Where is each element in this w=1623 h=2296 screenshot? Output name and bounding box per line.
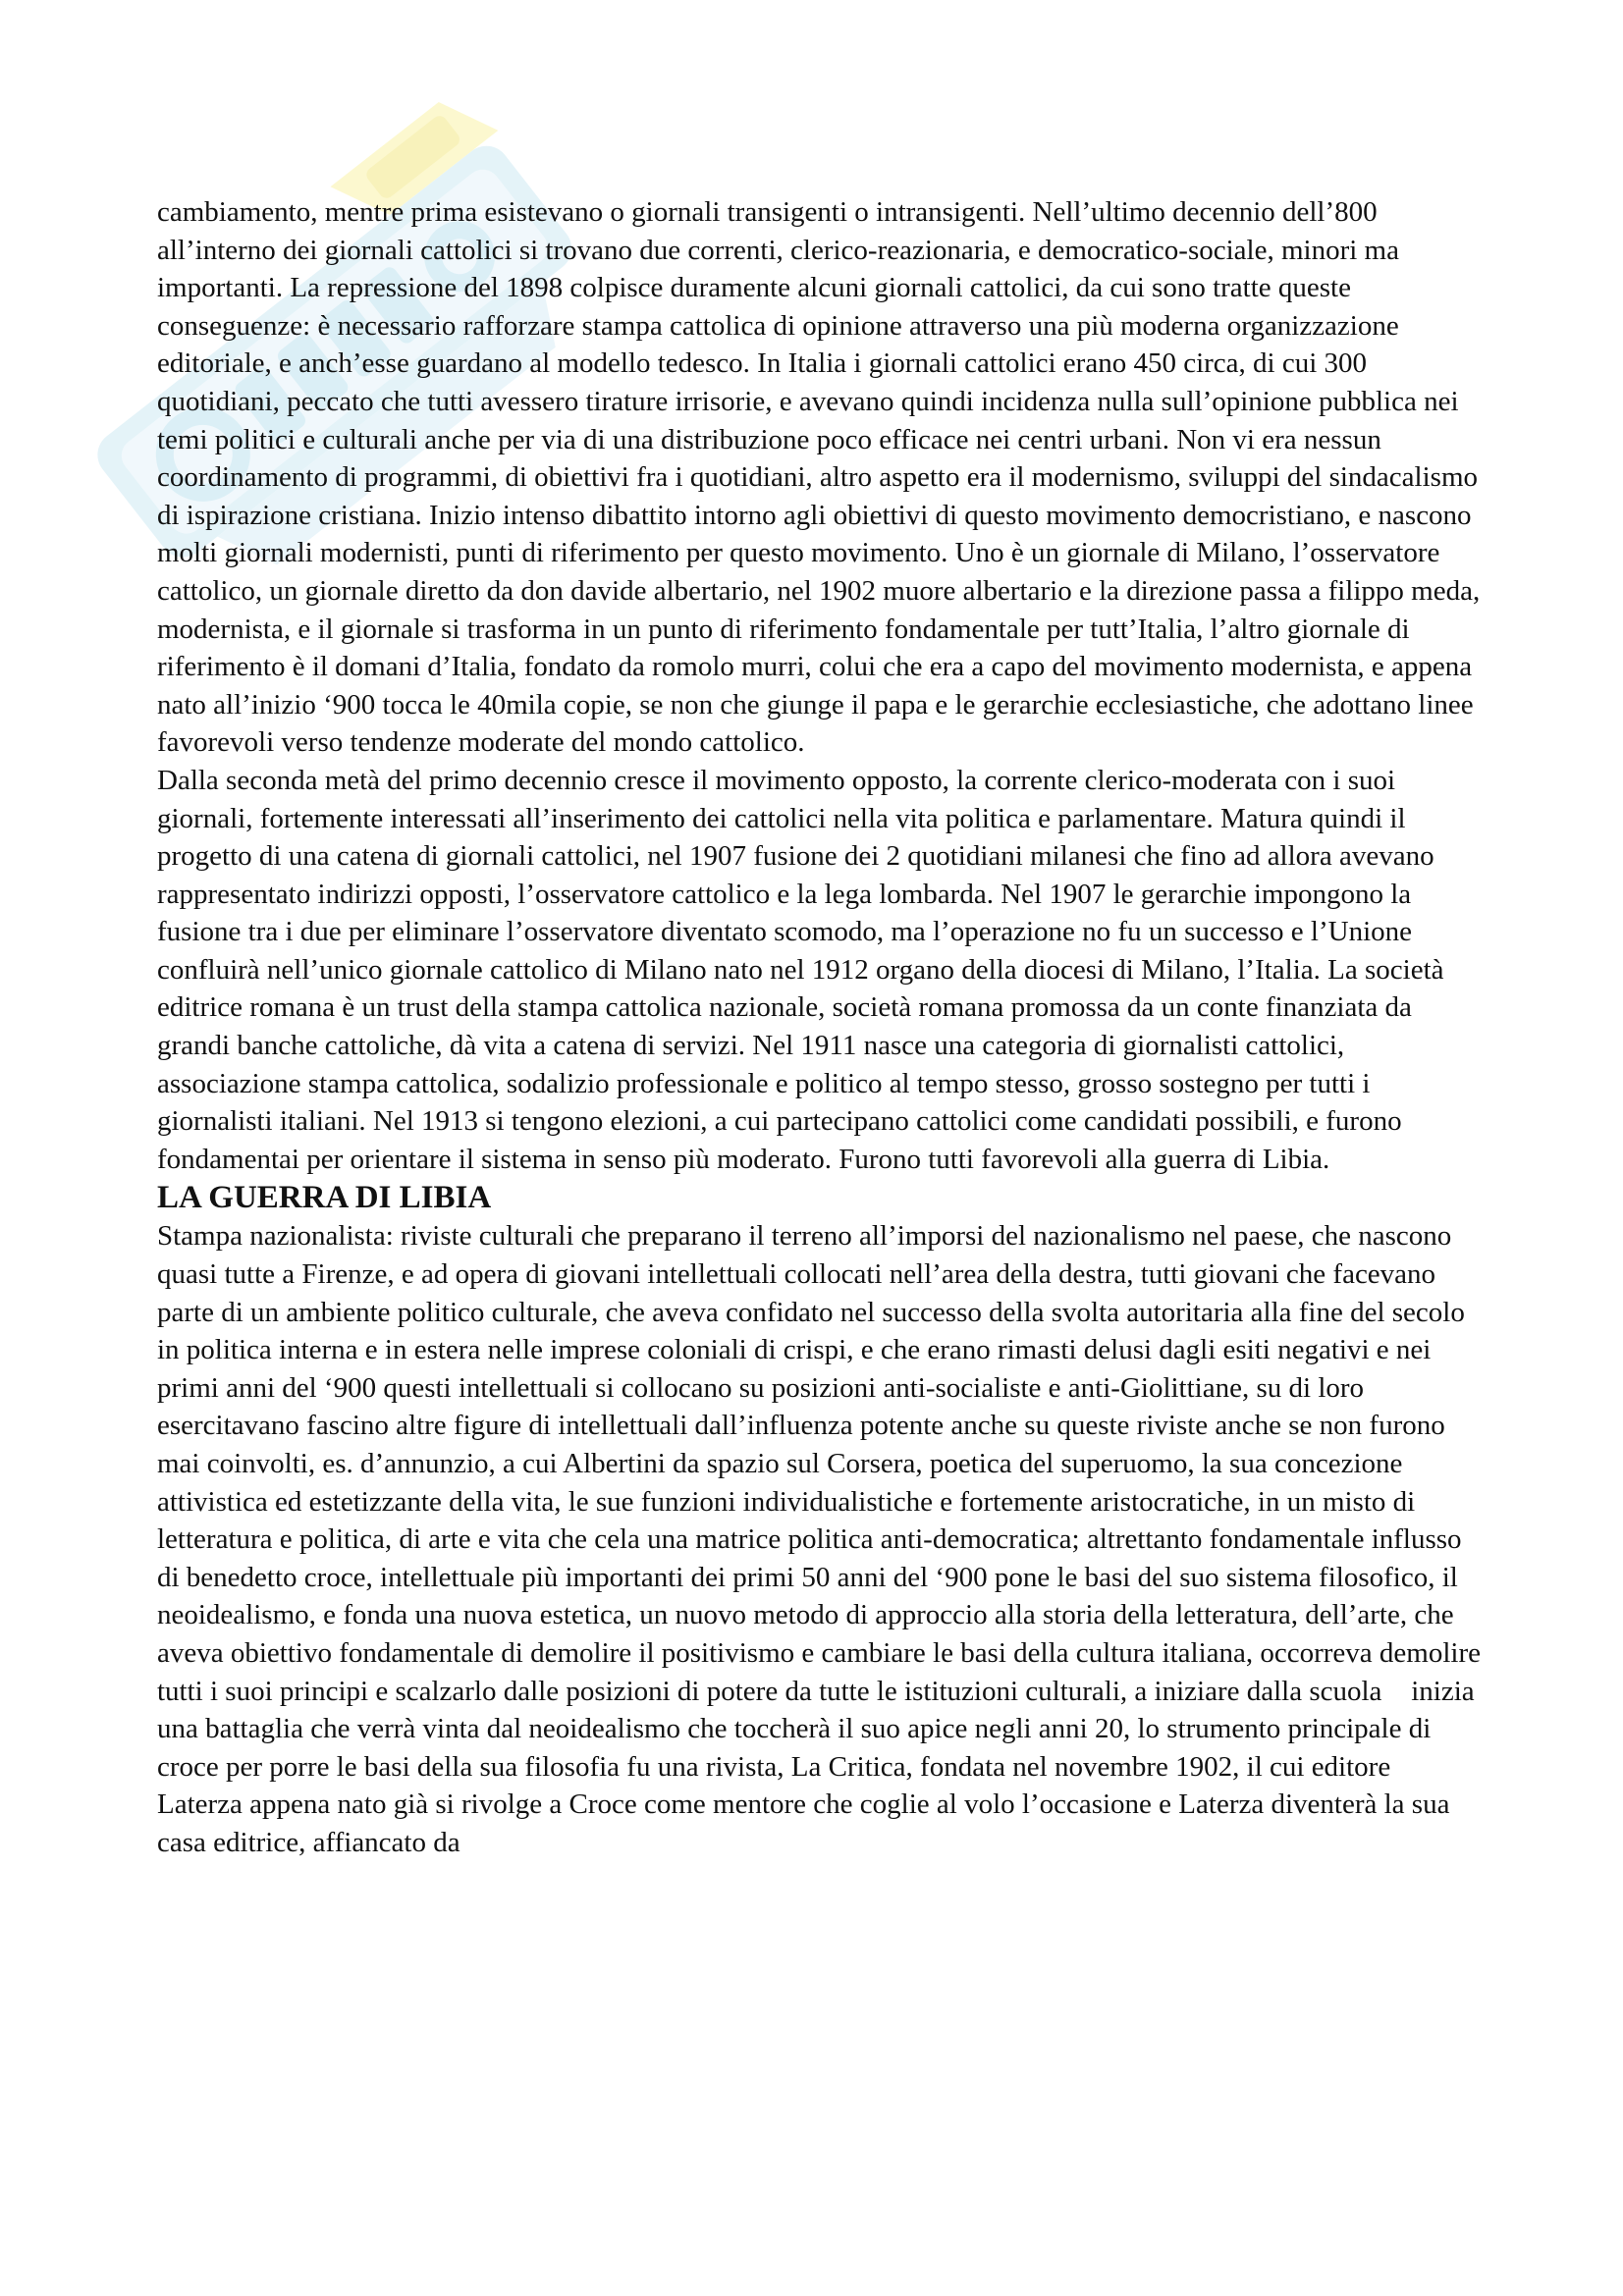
- paragraph-catholic-press: cambiamento, mentre prima esistevano o giornali transigenti o intransigenti. Nell’ultimo decennio dell’800 all’interno dei giornali cattolici si trovano due correnti, clerico-reazionaria, e democratico-sociale, minori ma importanti. La repressione del 1898 colpisce duramente alcuni giornali cattolici, da cui sono tratte queste conseguenze: è necessario rafforzare stampa cattolica di opinione attraverso una più moderna organizzazione editoriale, e anch’esse guardano al modello tedesco. In Italia i giornali cattolici erano 450 circa, di cui 300 quotidiani, peccato che tutti avessero tirature irrisorie, e avevano quindi incidenza nulla sull’opinione pubblica nei temi politici e culturali anche per via di una distribuzione poco efficace nei centri urbani. Non vi era nessun coordinamento di programmi, di obiettivi fra i quotidiani, altro aspetto era il modernismo, sviluppi del sindacalismo di ispirazione cristiana. Inizio intenso dibattito intorno agli obiettivi di questo movimento democristiano, e nascono molti giornali modernisti, punti di riferimento per questo movimento. Uno è un giornale di Milano, l’osservatore cattolico, un giornale diretto da don davide albertario, nel 1902 muore albertario e la direzione passa a filippo meda, modernista, e il giornale si trasforma in un punto di riferimento fondamentale per tutt’Italia, l’altro giornale di riferimento è il domani d’Italia, fondato da romolo murri, colui che era a capo del movimento modernista, e appena nato all’inizio ‘900 tocca le 40mila copie, se non che giunge il papa e le gerarchie ecclesiastiche, che adottano linee favorevoli verso tendenze moderate del mondo cattolico.: [157, 196, 1481, 759]
- paragraph-clerico-moderate: Dalla seconda metà del primo decennio cresce il movimento opposto, la corrente clerico-moderata con i suoi giornali, fortemente interessati all’inserimento dei cattolici nella vita politica e parlamentare. Matura quindi il progetto di una catena di giornali cattolici, nel 1907 fusione dei 2 quotidiani milanesi che fino ad allora avevano rappresentato indirizzi opposti, l’osservatore cattolico e la lega lombarda. Nel 1907 le gerarchie impongono la fusione tra i due per eliminare l’osservatore diventato scomodo, ma l’operazione no fu un successo e l’Unione confluirà nell’unico giornale cattolico di Milano nato nel 1912 organo della diocesi di Milano, l’Italia. La società editrice romana è un trust della stampa cattolica nazionale, società romana promossa da un conte finanziata da grandi banche cattoliche, dà vita a catena di servizi. Nel 1911 nasce una categoria di giornalisti cattolici, associazione stampa cattolica, sodalizio professionale e politico al tempo stesso, grosso sostegno per tutti i giornalisti italiani. Nel 1913 si tengono elezioni, a cui partecipano cattolici come candidati possibili, e furono fondamentai per orientare il sistema in senso più moderato. Furono tutti favorevoli alla guerra di Libia.: [157, 764, 1444, 1175]
- document-body: [157, 193, 1483, 1862]
- paragraph-nationalist-press: Stampa nazionalista: riviste culturali che preparano il terreno all’imporsi del nazionalismo nel paese, che nascono quasi tutte a Firenze, e ad opera di giovani intellettuali collocati nell’area della destra, tutti giovani che facevano parte di un ambiente politico culturale, che aveva confidato nel successo della svolta autoritaria alla fine del secolo in politica interna e in estera nelle imprese coloniali di crispi, e che erano rimasti delusi dagli esiti negativi e nei primi anni del ‘900 questi intellettuali si collocano su posizioni anti-socialiste e anti-Giolittiane, su di loro esercitavano fascino altre figure di intellettuali dall’influenza potente anche su queste riviste anche se non furono mai coinvolti, es. d’annunzio, a cui Albertini da spazio sul Corsera, poetica del superuomo, la sua concezione attivistica ed estetizzante della vita, le sue funzioni individualistiche e fortemente aristocratiche, in un misto di letteratura e politica, di arte e vita che cela una matrice politica anti-democratica; altrettanto fondamentale influsso di benedetto croce, intellettuale più importanti dei primi 50 anni del ‘900 pone le basi del suo sistema filosofico, il neoidealismo, e fonda una nuova estetica, un nuovo metodo di approccio alla storia della letteratura, dell’arte, che aveva obiettivo fondamentale di demolire il positivismo e cambiare le basi della cultura italiana, occorreva demolire tutti i suoi principi e scalzarlo dalle posizioni di potere da tutte le istituzioni culturali, a iniziare dalla scuola inizia una battaglia che verrà vinta dal neoidealismo che toccherà il suo apice negli anni 20, lo strumento principale di croce per porre le basi della sua filosofia fu una rivista, La Critica, fondata nel novembre 1902, il cui editore Laterza appena nato già si rivolge a Croce come mentore che coglie al volo l’occasione e Laterza diventerà la sua casa editrice, affiancato da: [157, 1220, 1481, 1858]
- section-heading: LA GUERRA DI LIBIA: [157, 1180, 492, 1216]
